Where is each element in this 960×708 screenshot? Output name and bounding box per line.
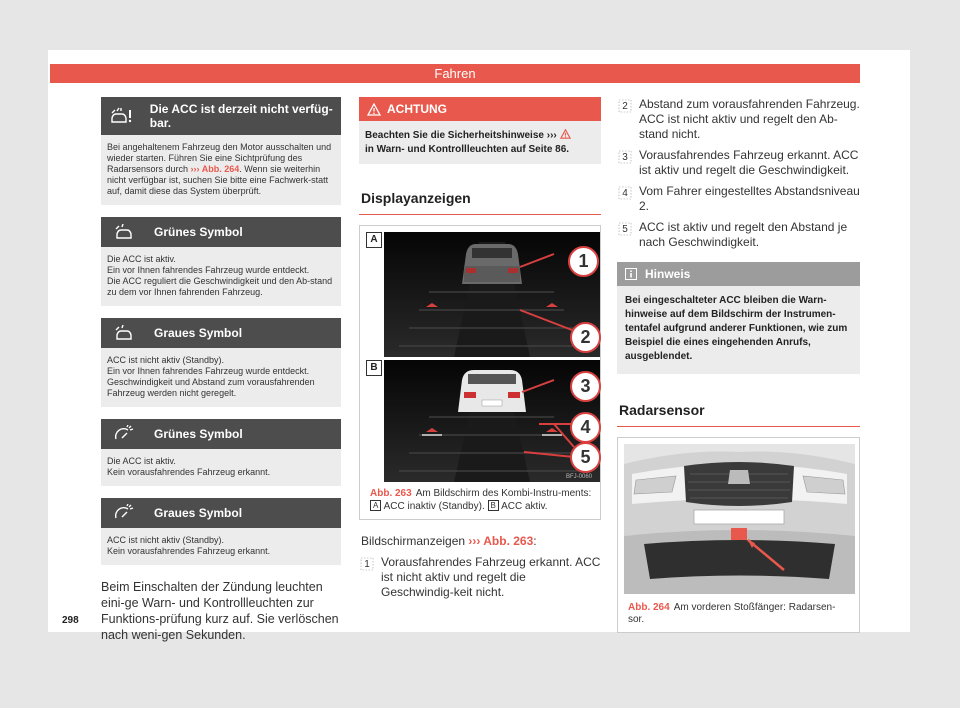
item-number-badge: 1 — [359, 556, 375, 572]
item-text: Vom Fahrer eingestelltes Abstandsniveau 2. — [639, 184, 860, 213]
badge-a: A — [370, 500, 381, 511]
figure-264 — [617, 437, 860, 633]
column-2 — [359, 97, 601, 606]
box-text: Bei angehaltenem Fahrzeug den Motor ausschalten und wieder starten. Führen Sie eine Sichtprüfung des Radarsensors durch ››› Abb. 264. Wenn sie weiterhin nicht verfügbar ist, suchen Sie bitte eine Fachwerk-statt auf, damit diese das System überprüft. — [107, 142, 332, 196]
acc-vehicle-icon — [101, 224, 146, 240]
marker-4: 4 — [570, 412, 601, 443]
acc-vehicle-icon — [101, 325, 146, 341]
figure-263 — [359, 225, 601, 520]
box-text: Die ACC ist aktiv. Ein vor Ihnen fahrendes Fahrzeug wurde entdeckt. Die ACC reguliert die Geschwindigkeit und den Ab-stand zu dem vor Ihnen fahrenden Fahrzeug. — [107, 254, 333, 297]
acc-display-graphic — [384, 232, 600, 482]
list-item — [617, 220, 860, 250]
hint-title: Hinweis — [645, 267, 691, 281]
acc-speedometer-icon — [101, 425, 146, 443]
figure-264-caption: Abb. 264 Am vorderen Stoßfänger: Radarsen-sor. — [628, 602, 836, 625]
item-number-badge: 4 — [617, 185, 633, 201]
green-symbol-no-vehicle-box — [101, 419, 341, 486]
item-number-badge: 3 — [617, 149, 633, 165]
box-text: Die ACC ist aktiv. Kein vorausfahrendes Fahrzeug erkannt. — [107, 456, 271, 477]
caption-label: Abb. 263 — [370, 488, 412, 499]
figure-code: BFJ-0060 — [565, 474, 592, 480]
box-text: ACC ist nicht aktiv (Standby). Ein vor Ihnen fahrendes Fahrzeug wurde entdeckt. Geschwindigkeit und Abstand zum vorausfahrenden Fahrzeug werden nicht geregelt. — [107, 355, 315, 398]
displays-intro: Bildschirmanzeigen ››› Abb. 263: — [361, 534, 537, 548]
marker-1: 1 — [568, 246, 599, 277]
box-title: Graues Symbol — [154, 506, 243, 520]
display-illustration — [366, 232, 594, 482]
info-icon — [625, 268, 637, 280]
acc-warning-icon — [101, 107, 142, 125]
section-title-displays: Displayanzeigen — [359, 184, 601, 215]
box-title: Grünes Symbol — [154, 427, 243, 441]
box-text: ACC ist nicht aktiv (Standby). Kein vorausfahrendes Fahrzeug erkannt. — [107, 535, 271, 556]
green-symbol-box — [101, 217, 341, 306]
box-title: Graues Symbol — [154, 326, 243, 340]
item-text: ACC ist aktiv und regelt den Abstand je nach Geschwindigkeit. — [639, 220, 848, 249]
column-3 — [617, 97, 860, 633]
warning-title: ACHTUNG — [387, 102, 447, 116]
column-1 — [101, 97, 341, 643]
radar-sensor-illustration — [624, 444, 855, 594]
figure-label-b: B — [366, 360, 382, 376]
item-number-badge: 5 — [617, 221, 633, 237]
marker-5: 5 — [570, 442, 601, 473]
item-text: Vorausfahrendes Fahrzeug erkannt. ACC ist aktiv und regelt die Geschwindigkeit. — [639, 148, 859, 177]
marker-3: 3 — [570, 371, 601, 402]
figure-263-caption: Abb. 263 Am Bildschirm des Kombi-Instru-ments: A ACC inaktiv (Standby). B ACC aktiv. — [370, 488, 592, 512]
grey-symbol-box — [101, 318, 341, 407]
item-number-badge: 2 — [617, 98, 633, 114]
hint-box — [617, 262, 860, 374]
grey-symbol-no-vehicle-box — [101, 498, 341, 565]
caption-label: Abb. 264 — [628, 602, 670, 613]
warning-triangle-icon — [560, 129, 571, 143]
section-title-radar: Radarsensor — [617, 396, 860, 427]
figure-link[interactable]: ››› Abb. 264 — [190, 164, 240, 174]
hint-text: Bei eingeschalteter ACC bleiben die Warn-hinweise auf dem Bildschirm der Instrumen-tentafel aufgrund anderer Funktionen, wie zum Beispiel die eines eingehenden Anrufs, ausgeblendet. — [625, 295, 848, 362]
acc-speedometer-icon — [101, 504, 146, 522]
item-text: Abstand zum vorausfahrenden Fahrzeug. ACC ist nicht aktiv und regelt den Ab-stand nicht. — [639, 97, 860, 141]
list-item — [617, 184, 860, 214]
warning-triangle-icon — [367, 103, 381, 116]
page-number: 298 — [62, 615, 79, 626]
figure-code: BFJ-0026 — [822, 590, 849, 596]
warning-box — [359, 97, 601, 164]
box-title: Grünes Symbol — [154, 225, 243, 239]
figure-label-a: A — [366, 232, 382, 248]
figure-link[interactable]: ››› Abb. 263 — [468, 534, 534, 548]
item-text: Vorausfahrendes Fahrzeug erkannt. ACC ist nicht aktiv und regelt die Geschwindig-keit nicht. — [381, 555, 601, 599]
badge-b: B — [488, 500, 499, 511]
box-title: Die ACC ist derzeit nicht verfüg-bar. — [149, 102, 333, 130]
acc-unavailable-box — [101, 97, 341, 205]
ignition-paragraph: Beim Einschalten der Zündung leuchten eini-ge Warn- und Kontrollleuchten zur Funktions-prüfung kurz auf. Sie verlöschen nach weni-gen Sekunden. — [101, 580, 339, 642]
header-title: Fahren — [434, 66, 476, 81]
page-header — [50, 64, 860, 83]
marker-2: 2 — [570, 322, 601, 353]
list-item — [617, 148, 860, 178]
list-item — [617, 97, 860, 142]
list-item — [359, 555, 601, 600]
warning-text: Beachten Sie die Sicherheitshinweise ››› in Warn- und Kontrollleuchten auf Seite 86. — [365, 130, 570, 155]
